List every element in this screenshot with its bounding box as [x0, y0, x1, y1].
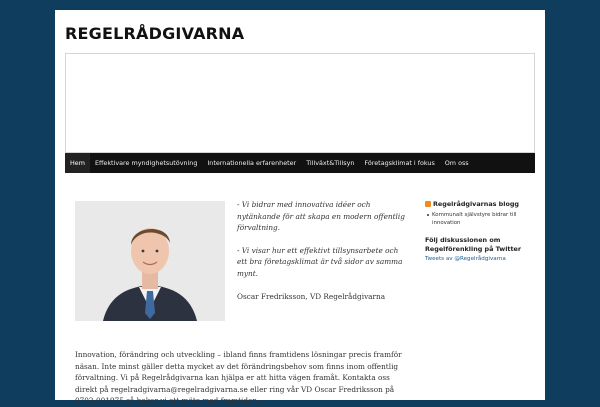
twitter-timeline-link[interactable]: Tweets av @Regelrådgivarna — [425, 256, 506, 262]
quote-signature: Oscar Fredriksson, VD Regelrådgivarna — [237, 291, 386, 301]
nav-item-internationella-erfarenheter[interactable]: Internationella erfarenheter — [207, 159, 297, 167]
nav-item-foretagsklimat-i-fokus[interactable]: Företagsklimat i fokus — [364, 159, 435, 167]
nav-item-om-oss[interactable]: Om oss — [444, 159, 469, 167]
portrait-illustration — [75, 201, 225, 321]
nav-item-effektivare-myndighetsutovning[interactable]: Effektivare myndighetsutövning — [94, 159, 198, 167]
header-banner — [65, 53, 535, 153]
twitter-widget-title: Följ diskussionen om Regelförenkling på Twitter — [425, 236, 521, 253]
intro-paragraph: Innovation, förändring och utveckling – ibland finns framtidens lösningar precis framför näsan. Inte minst gäller detta mycket av det förändringsbehov som finns inom offentlig förvaltning. Vi på Regelrådgivarna kan hjälpa er att hitta vägen framåt. Kontakta oss direkt på regelradgivarna@regelradgivarna.se eller ring vår VD Oscar Fredriksson på 0702-001975 så bokar vi ett möte med framtiden... — [75, 350, 402, 406]
site-title[interactable]: REGELRÅDGIVARNA — [65, 24, 245, 43]
rss-icon — [425, 201, 431, 207]
portrait-photo — [75, 201, 225, 321]
blog-widget-title[interactable] — [425, 200, 535, 209]
sidebar — [425, 200, 535, 263]
page-container — [55, 10, 545, 406]
quote-line-2: - Vi visar hur ett effektivt tillsynsarbete och ett bra företagsklimat är två sidor av samma mynt. — [237, 245, 403, 278]
main-nav — [65, 153, 535, 173]
nav-item-hem[interactable]: Hem — [65, 153, 90, 173]
quote-block — [237, 199, 407, 302]
blog-post-item[interactable]: Kommunalt självstyre bidrar till innovation — [425, 211, 535, 227]
nav-item-tillvaxt-tillsyn[interactable]: Tillväxt&Tillsyn — [306, 159, 355, 167]
blog-post-list — [425, 211, 535, 227]
blog-widget-title-text: Regelrådgivarnas blogg — [433, 200, 519, 208]
quote-line-1: - Vi bidrar med innovativa idéer och nytänkande för att skapa en modern offentlig förvaltning. — [237, 200, 405, 233]
